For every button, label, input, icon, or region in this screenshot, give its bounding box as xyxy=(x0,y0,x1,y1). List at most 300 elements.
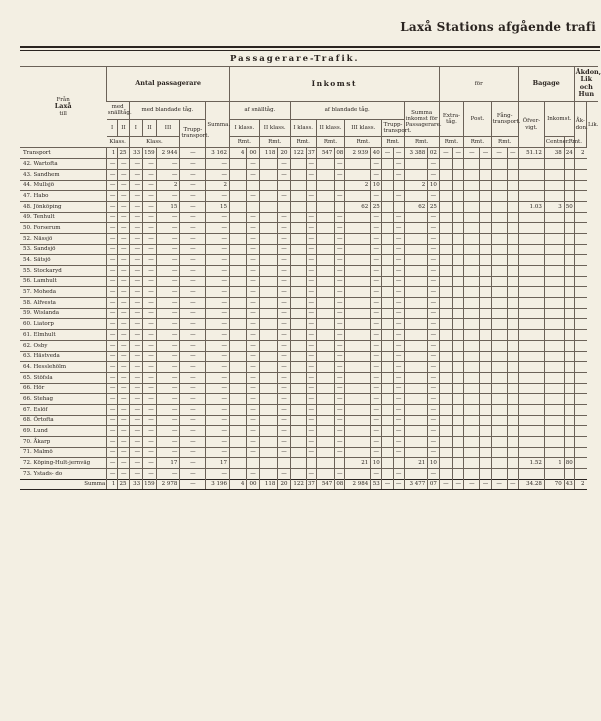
table-cell xyxy=(544,394,564,405)
table-cell: — xyxy=(306,287,316,298)
table-cell: 62 xyxy=(404,201,428,212)
table-cell: — xyxy=(278,191,290,202)
table-cell xyxy=(564,404,574,415)
table-cell: — xyxy=(156,340,180,351)
station-name xyxy=(20,415,107,426)
station-label: Sandsjö xyxy=(33,246,56,253)
table-cell xyxy=(564,362,574,373)
table-cell xyxy=(404,340,428,351)
table-cell xyxy=(345,287,371,298)
table-cell: — xyxy=(428,383,439,394)
table-cell: — xyxy=(371,351,382,362)
table-cell xyxy=(259,351,278,362)
table-cell xyxy=(259,383,278,394)
table-cell xyxy=(453,426,464,437)
klass-label: Klass. xyxy=(107,137,129,148)
table-cell xyxy=(564,394,574,405)
table-cell xyxy=(518,255,544,266)
table-cell xyxy=(290,159,306,170)
table-cell: 1.52 xyxy=(518,458,544,469)
table-cell: — xyxy=(156,383,180,394)
table-cell xyxy=(464,266,480,277)
table-cell xyxy=(507,383,518,394)
table-cell xyxy=(404,351,428,362)
table-cell xyxy=(290,415,306,426)
table-cell xyxy=(518,266,544,277)
table-cell: — xyxy=(247,437,259,448)
table-cell xyxy=(507,362,518,373)
table-cell: — xyxy=(428,169,439,180)
table-cell xyxy=(453,383,464,394)
table-cell: 43 xyxy=(564,479,574,490)
table-cell xyxy=(491,255,507,266)
table-cell: — xyxy=(206,266,230,277)
table-cell xyxy=(439,437,453,448)
table-row xyxy=(20,287,598,298)
table-cell xyxy=(544,287,564,298)
table-cell: — xyxy=(143,415,157,426)
table-cell xyxy=(574,394,586,405)
table-cell xyxy=(453,201,464,212)
table-cell: — xyxy=(428,340,439,351)
table-cell xyxy=(290,426,306,437)
table-cell: — xyxy=(393,159,404,170)
table-cell xyxy=(345,469,371,480)
table-cell: — xyxy=(206,426,230,437)
table-cell: — xyxy=(371,362,382,373)
table-cell xyxy=(316,308,335,319)
table-row xyxy=(20,437,598,448)
table-cell xyxy=(574,351,586,362)
table-cell: — xyxy=(156,287,180,298)
table-cell: — xyxy=(247,244,259,255)
table-cell xyxy=(230,319,247,330)
table-cell xyxy=(491,201,507,212)
row-number: 73. xyxy=(23,470,32,477)
table-cell xyxy=(439,233,453,244)
table-cell: 08 xyxy=(335,479,345,490)
table-cell xyxy=(290,458,306,469)
table-cell xyxy=(404,469,428,480)
table-cell: 37 xyxy=(306,148,316,159)
table-cell xyxy=(564,330,574,341)
table-cell xyxy=(439,159,453,170)
table-cell: — xyxy=(393,362,404,373)
table-cell: — xyxy=(107,330,118,341)
table-cell: — xyxy=(453,148,464,159)
table-cell: 159 xyxy=(143,479,157,490)
table-cell: 08 xyxy=(335,148,345,159)
table-cell xyxy=(507,233,518,244)
table-cell: — xyxy=(393,233,404,244)
table-cell: — xyxy=(278,469,290,480)
table-cell: — xyxy=(428,362,439,373)
table-cell: — xyxy=(118,255,129,266)
table-cell xyxy=(290,372,306,383)
table-row xyxy=(20,223,598,234)
table-cell xyxy=(290,383,306,394)
table-cell: — xyxy=(129,437,143,448)
table-cell: — xyxy=(507,479,518,490)
table-cell: 15 xyxy=(156,201,180,212)
table-cell xyxy=(453,159,464,170)
table-cell: — xyxy=(143,201,157,212)
table-cell xyxy=(564,212,574,223)
table-cell xyxy=(230,458,247,469)
table-cell xyxy=(491,351,507,362)
table-cell xyxy=(544,233,564,244)
table-cell xyxy=(316,362,335,373)
table-cell: — xyxy=(180,362,206,373)
table-cell xyxy=(382,437,393,448)
table-cell: — xyxy=(180,169,206,180)
table-cell: — xyxy=(143,362,157,373)
table-cell xyxy=(404,426,428,437)
table-cell: — xyxy=(118,372,129,383)
table-cell xyxy=(518,404,544,415)
table-cell xyxy=(382,201,393,212)
table-cell xyxy=(230,191,247,202)
table-cell: — xyxy=(180,266,206,277)
table-cell: — xyxy=(180,308,206,319)
table-cell: — xyxy=(206,308,230,319)
table-row xyxy=(20,383,598,394)
table-cell: — xyxy=(428,394,439,405)
table-cell: 3 162 xyxy=(206,148,230,159)
table-cell xyxy=(345,372,371,383)
table-cell: — xyxy=(393,469,404,480)
table-cell: — xyxy=(247,255,259,266)
table-cell: — xyxy=(278,244,290,255)
table-cell: — xyxy=(156,415,180,426)
row-number: 48. xyxy=(23,203,32,210)
table-cell: — xyxy=(306,298,316,309)
row-number: 47. xyxy=(23,192,32,199)
table-cell xyxy=(507,319,518,330)
rmt-label: Rmt. xyxy=(464,137,491,148)
row-number: 43. xyxy=(23,171,32,178)
table-cell xyxy=(345,351,371,362)
table-cell: — xyxy=(107,308,118,319)
table-cell: — xyxy=(371,394,382,405)
table-cell xyxy=(404,244,428,255)
table-cell: — xyxy=(278,362,290,373)
table-cell: — xyxy=(143,351,157,362)
table-cell xyxy=(230,372,247,383)
station-label: Ystads- do xyxy=(33,470,63,477)
table-cell: — xyxy=(129,351,143,362)
table-cell xyxy=(507,437,518,448)
station-label: Lund xyxy=(33,428,48,434)
table-cell xyxy=(230,469,247,480)
table-cell: — xyxy=(428,372,439,383)
table-cell: — xyxy=(278,330,290,341)
table-cell xyxy=(439,212,453,223)
table-cell xyxy=(382,362,393,373)
table-cell xyxy=(345,223,371,234)
table-cell: — xyxy=(107,287,118,298)
table-cell: — xyxy=(335,287,345,298)
table-cell: — xyxy=(156,426,180,437)
table-cell xyxy=(259,319,278,330)
lik-header: Lik. xyxy=(587,101,598,148)
table-cell xyxy=(491,266,507,277)
table-cell xyxy=(480,362,491,373)
station-name xyxy=(20,308,107,319)
table-cell xyxy=(544,169,564,180)
table-cell: — xyxy=(371,191,382,202)
table-cell xyxy=(259,469,278,480)
table-cell: — xyxy=(247,394,259,405)
post-header: Post. xyxy=(464,101,491,136)
table-cell xyxy=(491,415,507,426)
klass-i: I xyxy=(107,119,118,137)
table-cell xyxy=(259,180,278,191)
table-cell: — xyxy=(306,362,316,373)
table-cell xyxy=(439,169,453,180)
table-cell: — xyxy=(107,298,118,309)
table-cell xyxy=(259,437,278,448)
table-row xyxy=(20,340,598,351)
station-name xyxy=(20,362,107,373)
table-cell xyxy=(480,372,491,383)
table-cell xyxy=(439,180,453,191)
table-cell xyxy=(464,191,480,202)
station-name xyxy=(20,330,107,341)
station-name xyxy=(20,169,107,180)
table-cell: — xyxy=(206,287,230,298)
table-cell xyxy=(491,212,507,223)
station-label: Osby xyxy=(33,342,48,349)
table-cell: — xyxy=(247,287,259,298)
table-cell: — xyxy=(107,159,118,170)
table-cell: — xyxy=(335,447,345,458)
table-cell: — xyxy=(206,415,230,426)
table-cell xyxy=(382,244,393,255)
table-cell: — xyxy=(335,362,345,373)
table-cell: — xyxy=(428,255,439,266)
table-cell xyxy=(382,212,393,223)
table-cell xyxy=(247,201,259,212)
table-cell: 20 xyxy=(278,148,290,159)
klass-ii: II xyxy=(118,119,129,137)
table-cell: — xyxy=(428,404,439,415)
station-label: Sandhem xyxy=(33,171,60,178)
table-cell: — xyxy=(180,404,206,415)
table-cell: — xyxy=(118,447,129,458)
table-cell: — xyxy=(278,298,290,309)
table-cell xyxy=(464,394,480,405)
table-cell xyxy=(453,169,464,180)
table-cell: — xyxy=(371,244,382,255)
table-cell: — xyxy=(206,404,230,415)
table-cell xyxy=(574,426,586,437)
table-cell xyxy=(404,415,428,426)
table-cell: — xyxy=(143,330,157,341)
table-cell: — xyxy=(428,276,439,287)
table-cell xyxy=(518,330,544,341)
table-cell: 159 xyxy=(143,148,157,159)
table-cell xyxy=(480,287,491,298)
table-cell: — xyxy=(278,351,290,362)
table-cell: — xyxy=(428,298,439,309)
table-cell: 02 xyxy=(428,148,439,159)
table-cell: 38 xyxy=(544,148,564,159)
table-cell: 4 xyxy=(230,479,247,490)
table-cell xyxy=(404,437,428,448)
table-cell: — xyxy=(335,415,345,426)
table-cell xyxy=(480,159,491,170)
table-cell xyxy=(518,415,544,426)
table-cell xyxy=(404,266,428,277)
station-name xyxy=(20,266,107,277)
table-cell: — xyxy=(118,437,129,448)
table-cell xyxy=(518,426,544,437)
table-cell: — xyxy=(371,383,382,394)
station-label: Hesslehölm xyxy=(33,363,67,370)
table-cell xyxy=(306,201,316,212)
table-cell xyxy=(316,319,335,330)
table-cell xyxy=(230,255,247,266)
table-cell xyxy=(464,372,480,383)
table-cell: 1 xyxy=(107,479,118,490)
table-cell: — xyxy=(180,383,206,394)
table-cell xyxy=(382,180,393,191)
traffic-table xyxy=(20,66,601,490)
station-label: Tenhult xyxy=(33,214,55,221)
table-cell xyxy=(464,319,480,330)
table-cell: — xyxy=(393,426,404,437)
table-cell xyxy=(290,351,306,362)
table-cell: — xyxy=(306,340,316,351)
table-cell: 2 978 xyxy=(156,479,180,490)
table-cell xyxy=(518,308,544,319)
table-cell: — xyxy=(118,233,129,244)
table-cell: — xyxy=(393,287,404,298)
af-snalltag-header: af snälltåg. xyxy=(230,101,291,119)
table-cell xyxy=(507,458,518,469)
table-cell xyxy=(290,308,306,319)
table-cell xyxy=(382,415,393,426)
table-cell xyxy=(544,223,564,234)
table-cell xyxy=(464,437,480,448)
table-cell xyxy=(345,415,371,426)
klass-ii-bl: II xyxy=(143,119,157,137)
table-cell: — xyxy=(393,276,404,287)
title-rule-thin xyxy=(20,50,600,51)
table-cell xyxy=(453,340,464,351)
table-cell: — xyxy=(118,276,129,287)
table-cell xyxy=(480,255,491,266)
table-cell: — xyxy=(129,233,143,244)
station-label: Malmö xyxy=(33,449,53,456)
table-cell xyxy=(316,372,335,383)
station-name xyxy=(20,159,107,170)
table-cell xyxy=(544,255,564,266)
table-cell xyxy=(230,287,247,298)
akdon-header: Åkdon, Lik och Hun xyxy=(574,67,598,102)
station-label: Köping-Hult-jernväg xyxy=(33,460,91,467)
table-cell xyxy=(491,287,507,298)
table-cell: — xyxy=(206,276,230,287)
table-cell: — xyxy=(129,426,143,437)
station-label: Wislanda xyxy=(33,310,60,317)
table-cell: — xyxy=(206,223,230,234)
table-cell: — xyxy=(278,415,290,426)
table-cell: 122 xyxy=(290,148,306,159)
table-cell xyxy=(544,298,564,309)
table-cell: — xyxy=(143,159,157,170)
table-cell: 2 xyxy=(206,180,230,191)
table-cell: — xyxy=(156,212,180,223)
table-cell xyxy=(453,191,464,202)
table-cell xyxy=(453,351,464,362)
table-cell: — xyxy=(180,319,206,330)
table-cell xyxy=(230,276,247,287)
table-cell xyxy=(316,255,335,266)
table-cell xyxy=(382,351,393,362)
table-cell: — xyxy=(180,415,206,426)
station-name xyxy=(20,255,107,266)
table-cell xyxy=(453,415,464,426)
table-cell: — xyxy=(278,233,290,244)
table-cell: — xyxy=(480,148,491,159)
table-cell xyxy=(316,159,335,170)
table-cell: — xyxy=(428,319,439,330)
table-cell: — xyxy=(143,276,157,287)
table-cell xyxy=(491,340,507,351)
table-cell: — xyxy=(129,340,143,351)
station-label: Alfvesta xyxy=(33,299,56,306)
page-title: Laxå Stations afgående trafi xyxy=(400,20,596,34)
station-label: Moheda xyxy=(33,289,57,296)
table-cell xyxy=(453,244,464,255)
table-row xyxy=(20,404,598,415)
table-cell xyxy=(382,383,393,394)
table-cell: — xyxy=(306,266,316,277)
table-cell: — xyxy=(393,340,404,351)
table-cell xyxy=(574,469,586,480)
table-cell xyxy=(491,383,507,394)
table-cell xyxy=(345,244,371,255)
table-cell: — xyxy=(118,351,129,362)
table-cell xyxy=(518,287,544,298)
table-cell: — xyxy=(278,404,290,415)
table-cell: — xyxy=(278,426,290,437)
table-cell xyxy=(574,298,586,309)
table-cell: — xyxy=(129,212,143,223)
table-cell xyxy=(290,266,306,277)
table-cell xyxy=(464,255,480,266)
table-cell xyxy=(574,276,586,287)
table-cell: — xyxy=(107,191,118,202)
table-cell: — xyxy=(335,340,345,351)
table-cell: — xyxy=(206,233,230,244)
table-cell: — xyxy=(306,372,316,383)
table-cell: 2 939 xyxy=(345,148,371,159)
table-cell xyxy=(574,169,586,180)
table-cell xyxy=(230,383,247,394)
table-cell: — xyxy=(206,191,230,202)
table-cell xyxy=(480,276,491,287)
table-cell xyxy=(439,287,453,298)
table-cell xyxy=(574,287,586,298)
table-cell xyxy=(574,362,586,373)
antal-header: Antal passagerare xyxy=(107,67,230,102)
table-row xyxy=(20,415,598,426)
table-cell xyxy=(480,223,491,234)
row-number: 59. xyxy=(23,310,32,317)
